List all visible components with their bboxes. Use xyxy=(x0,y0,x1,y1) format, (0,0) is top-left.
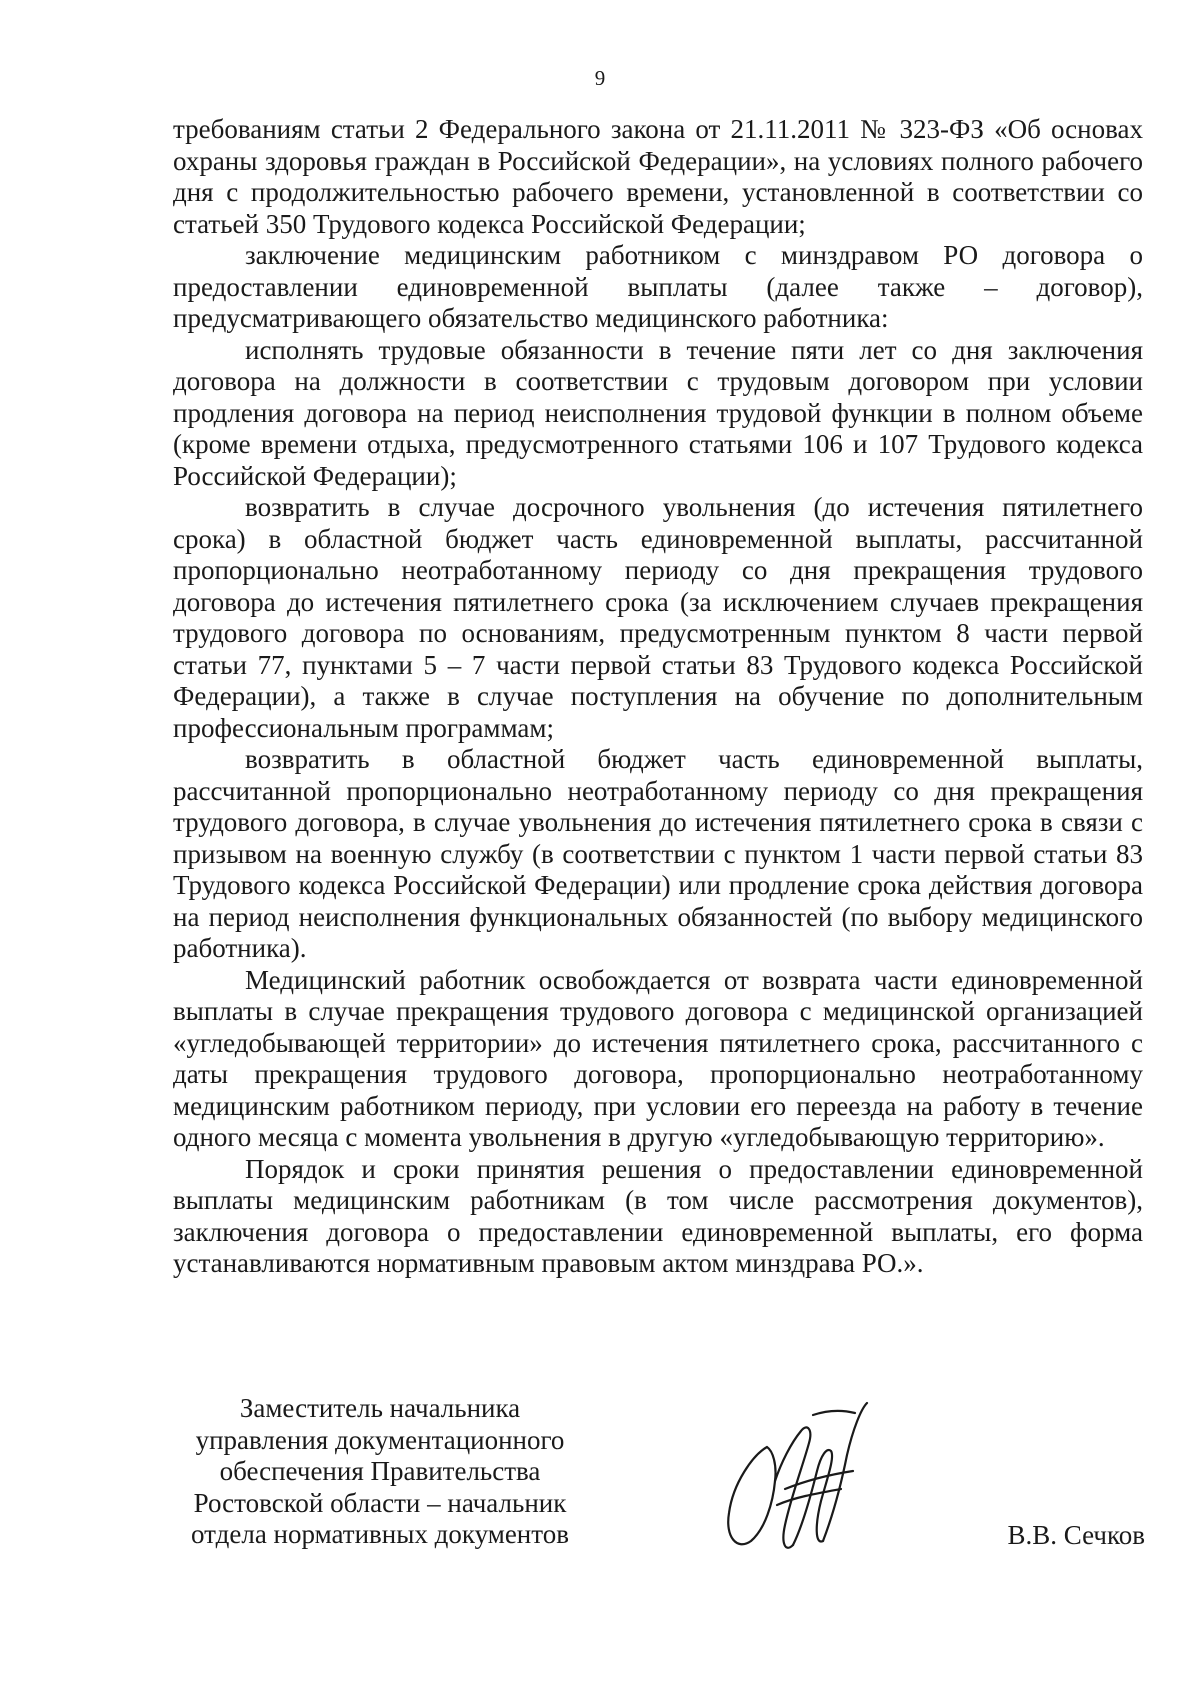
paragraph: Порядок и сроки принятия решения о предоставлении единовременной выплаты медицинским работникам (в том числе рассмотрения документов), заключения договора о предоставлении единовременной выплаты, его форма устанавливаются нормативным правовым актом минздрава РО.». xyxy=(173,1153,1143,1278)
paragraph: возвратить в случае досрочного увольнения (до истечения пятилетнего срока) в областной бюджет часть единовременной выплаты, рассчитанной пропорционально неотработанному периоду со дня прекращения трудового договора до истечения пятилетнего срока (за исключением случаев прекращения трудового договора по основаниям, предусмотренным пунктом 8 части первой статьи 77, пунктами 5 – 7 части первой статьи 83 Трудового кодекса Российской Федерации), а также в случае поступления на обучение по дополнительным профессиональным программам; xyxy=(173,492,1143,743)
signatory-position-line: отдела нормативных документов xyxy=(191,1519,569,1549)
signatory-position xyxy=(170,1393,590,1551)
signatory-position-line: Ростовской области – начальник xyxy=(193,1487,567,1518)
paragraph: возвратить в областной бюджет часть единовременной выплаты, рассчитанной пропорционально неотработанному периоду со дня прекращения трудового договора, в случае увольнения до истечения пятилетнего срока в связи с призывом на военную службу (в соответствии с пунктом 1 части первой статьи 83 Трудового кодекса Российской Федерации) или продление срока действия договора на период неисполнения функциональных обязанностей (по выбору медицинского работника). xyxy=(173,744,1143,963)
signatory-position-line: управления документационного xyxy=(195,1424,565,1455)
paragraph: Медицинский работник освобождается от возврата части единовременной выплаты в случае прекращения трудового договора с медицинской организацией «угледобывающей территории» до истечения пятилетнего срока, рассчитанного с даты прекращения трудового договора, пропорционально неотработанному медицинским работником периоду, при условии его переезда на работу в течение одного месяца с момента увольнения в другую «угледобывающую территорию». xyxy=(173,964,1143,1152)
signatory-position-line: обеспечения Правительства xyxy=(219,1456,541,1486)
paragraph: требованиям статьи 2 Федерального закона от 21.11.2011 № 323-ФЗ «Об основах охраны здоровья граждан в Российской Федерации», на условиях полного рабочего дня с продолжительностью рабочего времени, установленной в соответствии со статьей 350 Трудового кодекса Российской Федерации; xyxy=(173,114,1143,239)
paragraph: заключение медицинским работником с минздравом РО договора о предоставлении единовременной выплаты (далее также – договор), предусматривающего обязательство медицинского работника: xyxy=(173,240,1143,333)
paragraph: исполнять трудовые обязанности в течение пяти лет со дня заключения договора на должности в соответствии с трудовым договором при условии продления договора на период неисполнения трудовой функции в полном объеме (кроме времени отдыха, предусмотренного статьями 106 и 107 Трудового кодекса Российской Федерации); xyxy=(173,334,1143,491)
handwritten-signature xyxy=(715,1385,875,1565)
signatory-position-line: Заместитель начальника xyxy=(239,1393,521,1423)
page-number: 9 xyxy=(594,66,606,90)
signatory-name: В.В. Сечков xyxy=(1007,1520,1145,1550)
document-body xyxy=(173,114,1143,1280)
